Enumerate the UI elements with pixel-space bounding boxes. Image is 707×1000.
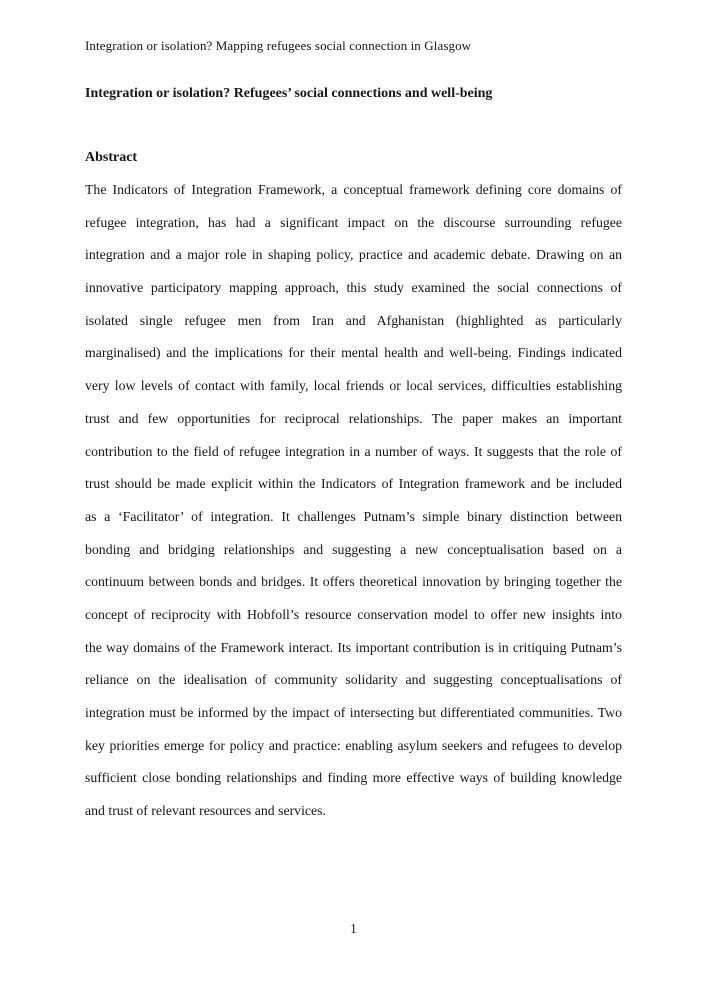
abstract-heading: Abstract [85, 150, 138, 165]
abstract-line: sufficient close bonding relationships and finding more effective ways of building knowledge [85, 770, 622, 786]
abstract-line: refugee integration, has had a significant impact on the discourse surrounding refugee [85, 214, 622, 230]
abstract-line: continuum between bonds and bridges. It offers theoretical innovation by bringing together the [85, 574, 622, 590]
abstract-line: trust and few opportunities for reciprocal relationships. The paper makes an important [85, 410, 622, 426]
running-header: Integration or isolation? Mapping refugees social connection in Glasgow [85, 38, 472, 53]
abstract-line: integration and a major role in shaping policy, practice and academic debate. Drawing on an [85, 247, 622, 263]
abstract-line: very low levels of contact with family, local friends or local services, difficulties establishing [85, 378, 622, 394]
abstract-line: The Indicators of Integration Framework, a conceptual framework defining core domains of [85, 182, 622, 197]
paper-title: Integration or isolation? Refugees’ social connections and well-being [85, 86, 493, 101]
abstract-line: the way domains of the Framework interact. Its important contribution is in critiquing Putnam’s [85, 639, 622, 655]
abstract-line: isolated single refugee men from Iran and Afghanistan (highlighted as particularly [85, 312, 622, 328]
abstract-line: trust should be made explicit within the Indicators of Integration framework and be included [85, 476, 622, 492]
abstract-line: bonding and bridging relationships and suggesting a new conceptualisation based on a [85, 541, 622, 557]
abstract-line: integration must be informed by the impact of intersecting but differentiated communities. Two [85, 705, 622, 720]
abstract-line: contribution to the field of refugee integration in a number of ways. It suggests that the role of [85, 443, 622, 459]
abstract-paragraph [85, 174, 622, 828]
abstract-line: and trust of relevant resources and services. [85, 803, 326, 819]
abstract-line: key priorities emerge for policy and practice: enabling asylum seekers and refugees to develop [85, 737, 622, 753]
abstract-line: concept of reciprocity with Hobfoll’s resource conservation model to offer new insights into [85, 606, 622, 622]
abstract-line: reliance on the idealisation of community solidarity and suggesting conceptualisations of [85, 672, 622, 688]
abstract-line: marginalised) and the implications for their mental health and well-being. Findings indicated [85, 345, 622, 361]
abstract-line: as a ‘Facilitator’ of integration. It challenges Putnam’s simple binary distinction between [85, 508, 622, 524]
abstract-line: innovative participatory mapping approach, this study examined the social connections of [85, 280, 622, 296]
page-number-footer: 1 [350, 921, 357, 936]
